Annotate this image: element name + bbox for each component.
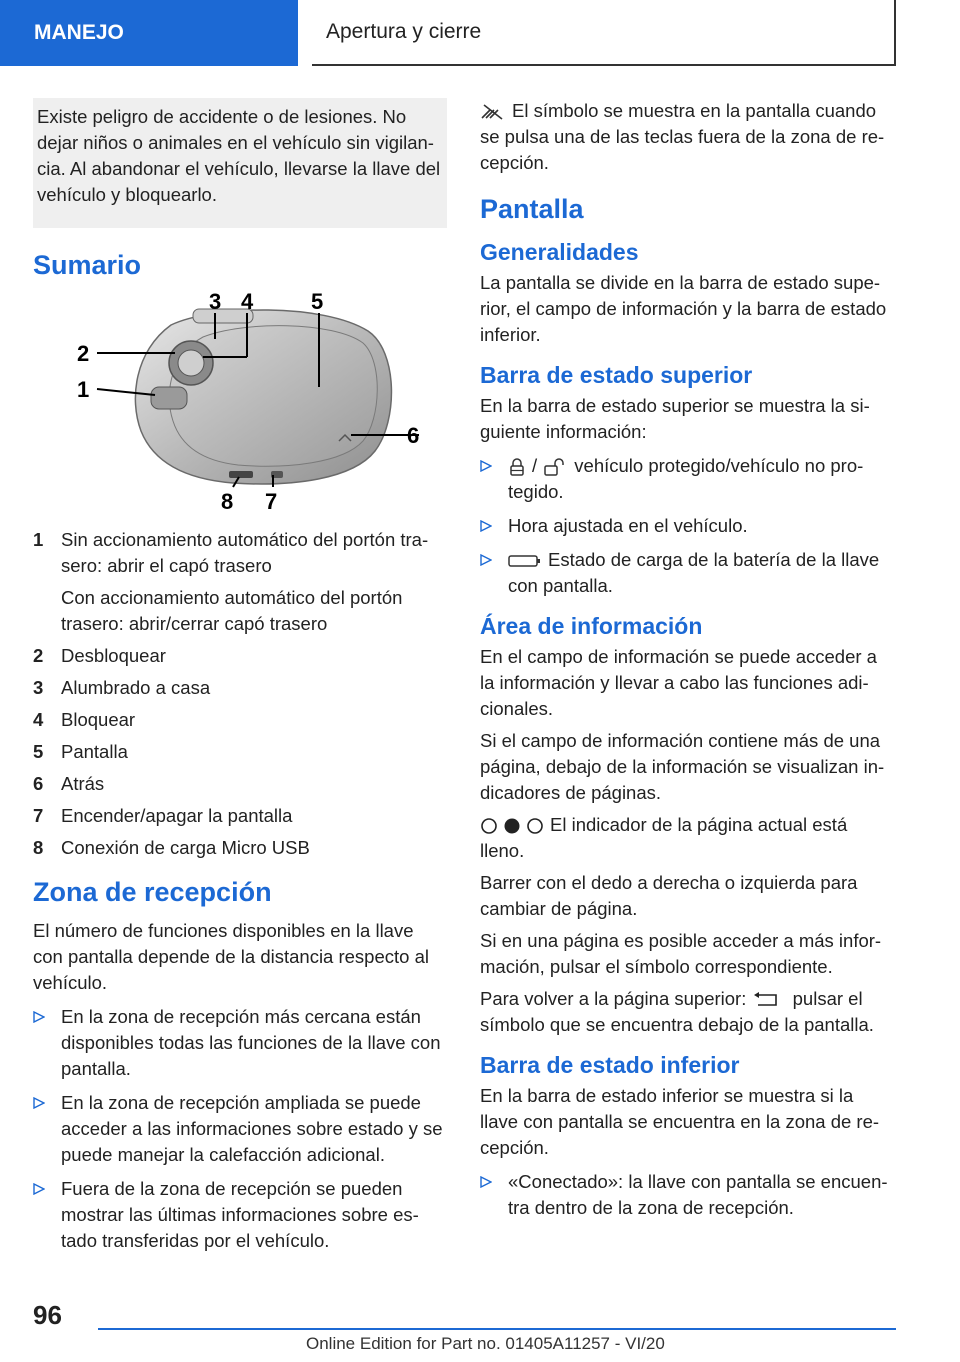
superior-heading: Barra de estado superior (480, 362, 753, 388)
symbol-note-text: El símbolo se muestra en la pantalla cuando se pulsa una de las teclas fuera de la zona de recepción. (480, 100, 885, 173)
item-text: Atrás (61, 773, 105, 794)
list-item (33, 527, 447, 637)
battery-icon (508, 553, 542, 569)
callout-6: 6 (407, 423, 420, 448)
item-text: Pantalla (61, 741, 128, 762)
page-number: 96 (33, 1300, 62, 1330)
lock-closed-icon (508, 457, 526, 477)
list-item (33, 675, 447, 701)
triangle-bullet-icon (480, 460, 492, 472)
left-column (33, 98, 447, 1262)
list-item (33, 803, 447, 829)
list-item (33, 1176, 447, 1254)
list-item (33, 707, 447, 733)
callout-5: 5 (311, 291, 324, 314)
item-number: 8 (33, 837, 44, 858)
triangle-bullet-icon (480, 1176, 492, 1188)
item-number: 3 (33, 677, 44, 698)
inferior-bullets (480, 1169, 896, 1221)
area-p3-text: El indicador de la página actual está lleno. (480, 814, 848, 861)
item-text: Encender/apagar la pantalla (61, 805, 293, 826)
superior-bullets (480, 453, 896, 599)
triangle-bullet-icon (33, 1011, 45, 1023)
callout-8: 8 (221, 489, 234, 514)
pantalla-heading: Pantalla (480, 194, 584, 224)
area-p4: Barrer con el dedo a derecha o izquierda para cambiar de página. (480, 872, 858, 919)
footer-rule (98, 1328, 896, 1330)
bullet-text: «Conectado»: la llave con pantalla se encuentra dentro de la zona de recepción. (508, 1171, 888, 1218)
bullet-text: Fuera de la zona de recepción se pueden mostrar las últimas informaciones sobre estado transferidas por el vehículo. (61, 1178, 419, 1251)
callout-1: 1 (77, 377, 90, 402)
triangle-bullet-icon (33, 1183, 45, 1195)
zona-heading: Zona de recepción (33, 877, 272, 907)
symbol-note (480, 98, 896, 176)
page-indicator-icon (480, 817, 544, 835)
bullet-text: Hora ajustada en el vehículo. (508, 515, 748, 536)
superior-text: En la barra de estado superior se muestra la siguiente información: (480, 395, 870, 442)
item-number: 6 (33, 773, 44, 794)
bullet-text: Estado de carga de la batería de la llave con pantalla. (508, 549, 880, 596)
edition-text: Online Edition for Part no. 01405A11257 - VI/20 (306, 1334, 665, 1353)
bullet-text: vehículo protegido/vehículo no protegido. (508, 455, 864, 502)
triangle-bullet-icon (480, 520, 492, 532)
item-text: Desbloquear (61, 645, 166, 666)
zona-intro: El número de funciones disponibles en la llave con pantalla depende de la distancia respecto al vehículo. (33, 920, 429, 993)
separator: / (532, 455, 538, 476)
item-number: 4 (33, 709, 44, 730)
list-item (480, 547, 896, 599)
callout-2: 2 (77, 341, 90, 366)
item-number: 5 (33, 741, 44, 762)
bullet-text: En la zona de recepción más cercana están disponibles todas las funciones de la llave con pantalla. (61, 1006, 441, 1079)
area-p6 (480, 986, 896, 1038)
area-heading: Área de información (480, 613, 703, 639)
page-header (0, 0, 960, 66)
callout-7: 7 (265, 489, 278, 514)
triangle-bullet-icon (33, 1097, 45, 1109)
item-text: Bloquear (61, 709, 136, 730)
list-item (33, 1090, 447, 1168)
list-item (33, 835, 447, 861)
item-text: Conexión de carga Micro USB (61, 837, 310, 858)
section-tab[interactable] (0, 0, 298, 66)
area-p2: Si el campo de información contiene más de una página, debajo de la información se visualizan indicadores de páginas. (480, 730, 885, 803)
generalidades-text: La pantalla se divide en la barra de estado superior, el campo de información y la barra de estado inferior. (480, 272, 887, 345)
item-text: Sin accionamiento automático del portón trasero: abrir el capó trasero (61, 529, 429, 576)
zona-bullets (33, 1004, 447, 1254)
area-p6-b: pulsar el símbolo que se encuentra debajo de la pantalla. (480, 988, 874, 1035)
lock-open-icon (542, 457, 568, 477)
list-item (33, 643, 447, 669)
item-number: 1 (33, 529, 44, 550)
chapter-label: Apertura y cierre (326, 20, 482, 43)
triangle-bullet-icon (480, 554, 492, 566)
key-side-button (151, 387, 187, 409)
out-of-range-icon (480, 102, 506, 122)
area-p3 (480, 812, 896, 864)
inferior-heading: Barra de estado inferior (480, 1052, 740, 1078)
list-item (480, 513, 896, 539)
list-item (480, 453, 896, 505)
list-item (33, 1004, 447, 1082)
display-key-illustration (63, 291, 433, 517)
generalidades-heading: Generalidades (480, 239, 639, 265)
key-figure (63, 291, 433, 517)
sumario-heading: Sumario (33, 250, 142, 280)
item-number: 7 (33, 805, 44, 826)
right-column (480, 98, 896, 1229)
warning-box (33, 98, 447, 228)
sumario-list (33, 527, 447, 861)
inferior-text: En la barra de estado inferior se muestra si la llave con pantalla se encuentra en la zona de recepción. (480, 1085, 880, 1158)
item-number: 2 (33, 645, 44, 666)
item-text: Alumbrado a casa (61, 677, 211, 698)
area-p1: En el campo de información se puede acceder a la información y llevar a cabo las funciones adicionales. (480, 646, 877, 719)
bullet-text: En la zona de recepción ampliada se puede acceder a las informaciones sobre estado y se puede manejar la calefacción adicional. (61, 1092, 443, 1165)
section-label: MANEJO (34, 21, 124, 44)
list-item (33, 771, 447, 797)
chapter-title (312, 0, 896, 66)
callout-3: 3 (209, 291, 222, 314)
warning-text: Existe peligro de accidente o de lesiones. No dejar niños o animales en el vehículo sin vigilancia. Al abandonar el vehículo, llevarse la llave del vehículo y bloquearlo. (37, 106, 441, 205)
list-item (480, 1169, 896, 1221)
area-p6-a: Para volver a la página superior: (480, 988, 747, 1009)
callout-4: 4 (241, 291, 254, 314)
area-p5: Si en una página es posible acceder a más información, pulsar el símbolo correspondiente. (480, 930, 882, 977)
key-usb-port (229, 471, 253, 478)
back-arrow-icon (752, 991, 782, 1009)
list-item (33, 739, 447, 765)
item-subtext: Con accionamiento automático del portón trasero: abrir/cerrar capó trasero (61, 587, 403, 634)
